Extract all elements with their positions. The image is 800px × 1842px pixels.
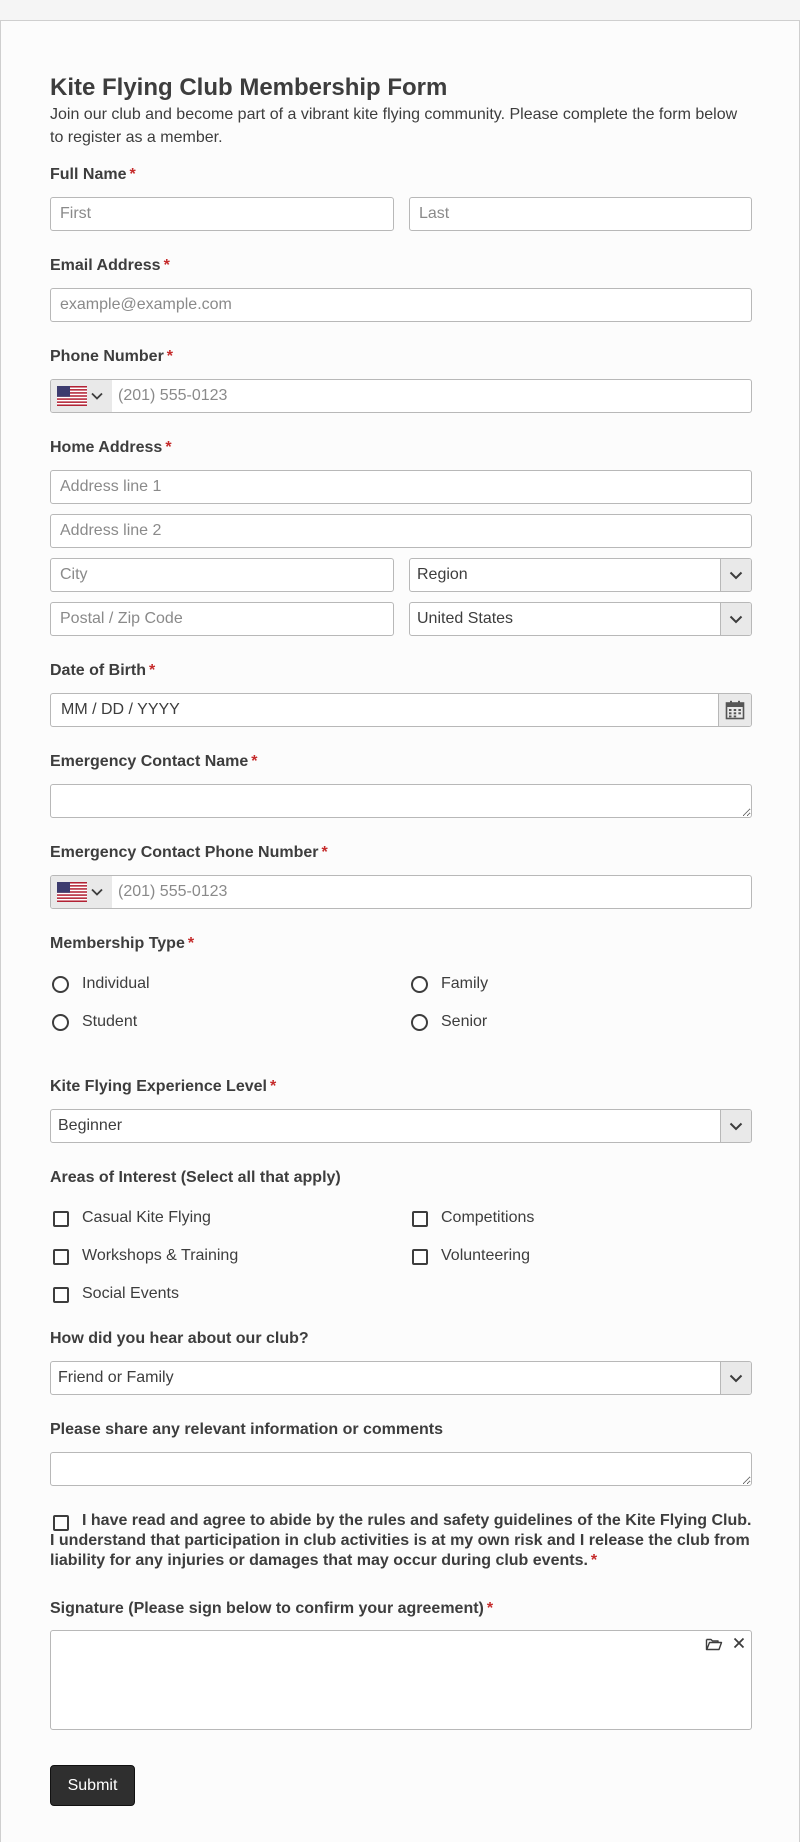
required-marker: * — [321, 844, 328, 861]
calendar-icon[interactable] — [718, 694, 751, 726]
dob-placeholder: MM / DD / YYYY — [61, 701, 180, 718]
email-input[interactable] — [50, 288, 752, 322]
emergency-name-input[interactable] — [50, 784, 752, 818]
country-code-selector[interactable] — [51, 876, 112, 908]
last-name-input[interactable] — [409, 197, 752, 231]
required-marker: * — [149, 662, 156, 679]
chevron-down-icon — [720, 1110, 751, 1142]
dob-label — [50, 662, 155, 680]
address-line1-input[interactable] — [50, 470, 752, 504]
required-marker: * — [590, 1552, 598, 1569]
radio-family[interactable] — [411, 976, 428, 993]
required-marker: * — [163, 257, 170, 274]
radio-student[interactable] — [52, 1014, 69, 1031]
region-select-value: Region — [417, 566, 468, 583]
phone-input[interactable] — [112, 380, 751, 412]
emergency-phone-input[interactable] — [112, 876, 751, 908]
radio-label-individual: Individual — [82, 975, 150, 992]
address-line2-input[interactable] — [50, 514, 752, 548]
membership-label-text: Membership Type — [50, 935, 185, 952]
comments-label: Please share any relevant information or comments — [50, 1421, 444, 1438]
address-label-text: Home Address — [50, 439, 163, 456]
signature-label-text: Signature (Please sign below to confirm your agreement) — [50, 1600, 484, 1617]
address-label — [50, 439, 172, 457]
required-marker: * — [129, 166, 136, 183]
us-flag-icon — [57, 386, 87, 406]
chevron-down-icon — [91, 392, 103, 400]
checkbox-volunteering[interactable] — [412, 1249, 428, 1265]
checkbox-label-social-events: Social Events — [82, 1285, 179, 1302]
radio-label-student: Student — [82, 1013, 138, 1030]
checkbox-competitions[interactable] — [412, 1211, 428, 1227]
referral-select-value: Friend or Family — [58, 1369, 174, 1386]
emergency-phone-field — [50, 875, 752, 909]
phone-label-text: Phone Number — [50, 348, 164, 365]
email-label-text: Email Address — [50, 257, 161, 274]
checkbox-label-workshops-training: Workshops & Training — [82, 1247, 239, 1264]
form-title: Kite Flying Club Membership Form — [50, 74, 448, 101]
full-name-label — [50, 166, 136, 184]
checkbox-social-events[interactable] — [53, 1287, 69, 1303]
checkbox-workshops-training[interactable] — [53, 1249, 69, 1265]
country-select[interactable] — [409, 602, 752, 636]
phone-field — [50, 379, 752, 413]
interests-label: Areas of Interest (Select all that apply) — [50, 1169, 341, 1186]
radio-label-senior: Senior — [441, 1013, 488, 1030]
emergency-phone-label-text: Emergency Contact Phone Number — [50, 844, 319, 861]
chevron-down-icon — [720, 1362, 751, 1394]
signature-pad[interactable] — [50, 1630, 752, 1730]
us-flag-icon — [57, 882, 87, 902]
close-icon[interactable] — [733, 1637, 745, 1649]
submit-button[interactable]: Submit — [50, 1765, 135, 1806]
email-label — [50, 257, 170, 275]
agreement-text-content: I have read and agree to abide by the rules and safety guidelines of the Kite Flying Club. I understand that participation in club activities is at my own risk and I release the club from liability for any injuries or damages that may occur during club events. — [50, 1512, 752, 1569]
experience-select-value: Beginner — [58, 1117, 123, 1134]
required-marker: * — [166, 348, 174, 365]
chevron-down-icon — [91, 888, 103, 896]
radio-individual[interactable] — [52, 976, 69, 993]
city-input[interactable] — [50, 558, 394, 592]
referral-select[interactable] — [50, 1361, 752, 1395]
signature-label — [50, 1600, 493, 1618]
comments-input[interactable] — [50, 1452, 752, 1486]
required-marker: * — [486, 1600, 494, 1617]
form-card — [0, 20, 800, 1842]
emergency-name-label-text: Emergency Contact Name — [50, 753, 249, 770]
radio-senior[interactable] — [411, 1014, 428, 1031]
dob-label-text: Date of Birth — [50, 662, 146, 679]
country-code-selector[interactable] — [51, 380, 112, 412]
required-marker: * — [165, 439, 172, 456]
chevron-down-icon — [720, 559, 751, 591]
region-select[interactable] — [409, 558, 752, 592]
phone-label — [50, 348, 173, 366]
full-name-label-text: Full Name — [50, 166, 127, 183]
checkbox-label-casual-kite-flying: Casual Kite Flying — [82, 1209, 211, 1226]
experience-label-text: Kite Flying Experience Level — [50, 1078, 267, 1095]
required-marker: * — [251, 753, 258, 770]
folder-open-icon[interactable] — [705, 1636, 723, 1652]
referral-label: How did you hear about our club? — [50, 1330, 309, 1347]
country-select-value: United States — [417, 610, 514, 627]
required-marker: * — [269, 1078, 277, 1095]
checkbox-casual-kite-flying[interactable] — [53, 1211, 69, 1227]
chevron-down-icon — [720, 603, 751, 635]
form-description: Join our club and become part of a vibrant kite flying community. Please complete the form below to register as a member. — [50, 106, 738, 146]
checkbox-label-volunteering: Volunteering — [441, 1247, 530, 1264]
experience-label — [50, 1078, 276, 1096]
radio-label-family: Family — [441, 975, 489, 992]
first-name-input[interactable] — [50, 197, 394, 231]
agreement-text — [50, 1511, 752, 1571]
dob-field[interactable] — [50, 693, 752, 727]
required-marker: * — [187, 935, 195, 952]
emergency-name-label — [50, 753, 258, 771]
emergency-phone-label — [50, 844, 328, 862]
checkbox-label-competitions: Competitions — [441, 1209, 535, 1226]
postal-code-input[interactable] — [50, 602, 394, 636]
experience-select[interactable] — [50, 1109, 752, 1143]
membership-label — [50, 935, 194, 953]
